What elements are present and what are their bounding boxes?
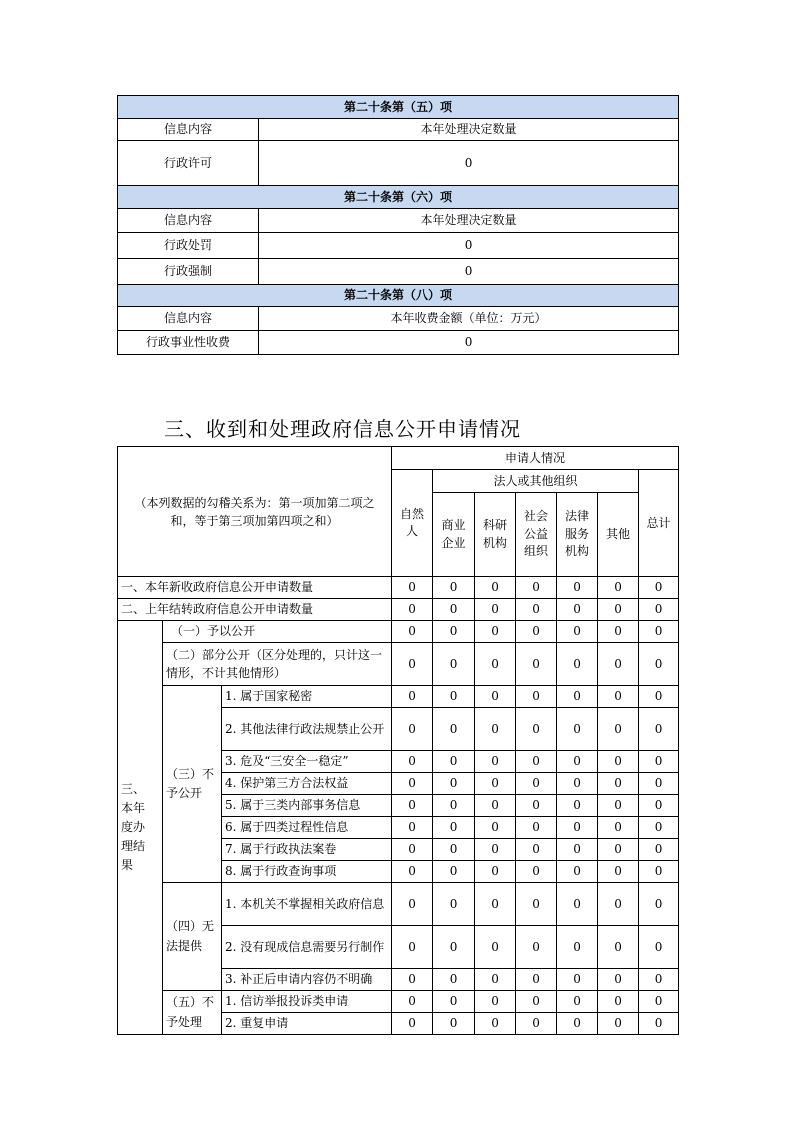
value-cell: 0: [433, 751, 475, 773]
table-row: [118, 621, 679, 643]
value-cell: 0: [557, 883, 598, 926]
value-cell: 0: [516, 577, 557, 599]
value-cell: 0: [639, 969, 679, 991]
value-cell: 0: [557, 686, 598, 708]
row-label: 1. 信访举报投诉类申请: [222, 991, 392, 1013]
col-legal-service-label: 法律服务机构: [565, 509, 590, 559]
value-cell: 0: [475, 773, 516, 795]
subgroup-label-text: （五）不予处理: [166, 995, 215, 1029]
value-cell: 0: [516, 991, 557, 1013]
value-cell: 0: [392, 643, 433, 686]
row-label: 行政事业性收费: [118, 331, 259, 355]
value-cell: 0: [598, 795, 639, 817]
value-cell: 0: [598, 991, 639, 1013]
value-cell: 0: [433, 773, 475, 795]
value-cell: 0: [557, 861, 598, 883]
col-social: [516, 493, 557, 577]
value-cell: 0: [516, 599, 557, 621]
value-cell: 0: [557, 599, 598, 621]
value-cell: 0: [598, 643, 639, 686]
value-cell: 0: [433, 861, 475, 883]
value-cell: 0: [392, 969, 433, 991]
section-header-6: 第二十条第（六）项: [118, 186, 679, 209]
value-cell: 0: [392, 817, 433, 839]
value-cell: 0: [475, 708, 516, 751]
table-row: [118, 599, 679, 621]
subgroup-label: [163, 883, 222, 991]
value-cell: 0: [475, 926, 516, 969]
value-cell: 0: [433, 969, 475, 991]
value-cell: 0: [557, 751, 598, 773]
value-cell: 0: [516, 621, 557, 643]
applicant-header: 申请人情况: [392, 447, 679, 470]
value-cell: 0: [475, 751, 516, 773]
value-cell: 0: [639, 926, 679, 969]
value-cell: 0: [433, 883, 475, 926]
column-header-count: 本年处理决定数量: [259, 209, 679, 233]
value-cell: 0: [516, 795, 557, 817]
value-cell: 0: [516, 839, 557, 861]
table-row: [118, 577, 679, 599]
value-cell: 0: [433, 926, 475, 969]
value-cell: 0: [475, 861, 516, 883]
col-total: 总计: [639, 470, 679, 577]
col-research-label: 科研机构: [483, 518, 508, 550]
table-row: [118, 883, 679, 926]
value-cell: 0: [598, 926, 639, 969]
value-cell: 0: [639, 708, 679, 751]
value-cell: 0: [433, 599, 475, 621]
row-label: 行政强制: [118, 259, 259, 285]
value-cell: 0: [639, 861, 679, 883]
value-cell: 0: [392, 883, 433, 926]
value-cell: 0: [433, 577, 475, 599]
value-cell: 0: [639, 839, 679, 861]
row-label: 2. 其他法律行政法规禁止公开: [222, 708, 392, 751]
value-cell: 0: [475, 686, 516, 708]
value-cell: 0: [475, 817, 516, 839]
row-label: 3. 危及“三安全一稳定”: [222, 751, 392, 773]
value-cell: 0: [639, 883, 679, 926]
value-cell: 0: [557, 926, 598, 969]
value-cell: 0: [516, 751, 557, 773]
column-header-info: 信息内容: [118, 209, 259, 233]
value-cell: 0: [598, 686, 639, 708]
column-header-amount: 本年收费金额（单位：万元）: [259, 307, 679, 331]
row-label: 6. 属于四类过程性信息: [222, 817, 392, 839]
col-natural-person-label: 自然人: [400, 506, 425, 538]
row-label: 1. 属于国家秘密: [222, 686, 392, 708]
col-social-label: 社会公益组织: [524, 509, 549, 559]
value-cell: 0: [557, 839, 598, 861]
value-cell: 0: [475, 839, 516, 861]
value-cell: 0: [516, 883, 557, 926]
value-cell: 0: [557, 969, 598, 991]
value-cell: 0: [475, 577, 516, 599]
value-cell: 0: [598, 708, 639, 751]
value-cell: 0: [475, 1013, 516, 1035]
value-cell: 0: [598, 751, 639, 773]
value-cell: 0: [598, 577, 639, 599]
value-cell: 0: [392, 1013, 433, 1035]
group-label-text: 三、本年度办理结果: [121, 781, 146, 873]
value-cell: 0: [392, 795, 433, 817]
value-cell: 0: [639, 621, 679, 643]
row-label: （二）部分公开（区分处理的，只计这一情形，不计其他情形）: [163, 643, 392, 686]
value-cell: 0: [516, 686, 557, 708]
value-cell: 0: [598, 621, 639, 643]
value-cell: 0: [598, 883, 639, 926]
value-cell: 0: [598, 599, 639, 621]
row-label: 5. 属于三类内部事务信息: [222, 795, 392, 817]
value-cell: 0: [516, 817, 557, 839]
value-cell: 0: [557, 991, 598, 1013]
value-cell: 0: [557, 773, 598, 795]
value-cell: 0: [392, 708, 433, 751]
row-label: 行政许可: [118, 141, 259, 186]
row-label: 2. 没有现成信息需要另行制作: [222, 926, 392, 969]
section-title: 三、收到和处理政府信息公开申请情况: [164, 417, 521, 441]
value-cell: 0: [475, 621, 516, 643]
value-cell: 0: [392, 686, 433, 708]
value-cell: 0: [392, 926, 433, 969]
table-row: [118, 686, 679, 708]
value-cell: 0: [433, 1013, 475, 1035]
value-cell: 0: [516, 861, 557, 883]
value-cell: 0: [516, 969, 557, 991]
value-cell: 0: [392, 991, 433, 1013]
col-business-label: 商业企业: [441, 518, 466, 550]
row-label: 3. 补正后申请内容仍不明确: [222, 969, 392, 991]
row-label: 7. 属于行政执法案卷: [222, 839, 392, 861]
value-cell: 0: [516, 1013, 557, 1035]
value-cell: 0: [392, 861, 433, 883]
value-cell: 0: [516, 708, 557, 751]
value-cell: 0: [433, 795, 475, 817]
row-label: 1. 本机关不掌握相关政府信息: [222, 883, 392, 926]
section-header-5: 第二十条第（五）项: [118, 96, 679, 119]
subgroup-label: [163, 686, 222, 883]
col-research: [475, 493, 516, 577]
value-cell: 0: [433, 643, 475, 686]
col-other: 其他: [598, 493, 639, 577]
column-header-count: 本年处理决定数量: [259, 119, 679, 141]
value-cell: 0: [598, 861, 639, 883]
table-row: [118, 643, 679, 686]
value-cell: 0: [639, 599, 679, 621]
row-label: 8. 属于行政查询事项: [222, 861, 392, 883]
value-cell: 0: [392, 773, 433, 795]
value-cell: 0: [433, 839, 475, 861]
subgroup-label: [163, 991, 222, 1035]
value-cell: 0: [392, 577, 433, 599]
column-header-info: 信息内容: [118, 307, 259, 331]
row-value: 0: [259, 259, 679, 285]
value-cell: 0: [598, 1013, 639, 1035]
value-cell: 0: [433, 621, 475, 643]
value-cell: 0: [557, 795, 598, 817]
value-cell: 0: [392, 621, 433, 643]
value-cell: 0: [392, 599, 433, 621]
value-cell: 0: [639, 773, 679, 795]
value-cell: 0: [433, 817, 475, 839]
value-cell: 0: [557, 621, 598, 643]
row-label: 2. 重复申请: [222, 1013, 392, 1035]
value-cell: 0: [598, 773, 639, 795]
col-legal-service: [557, 493, 598, 577]
row-value: 0: [259, 331, 679, 355]
value-cell: 0: [475, 643, 516, 686]
value-cell: 0: [475, 969, 516, 991]
value-cell: 0: [639, 1013, 679, 1035]
value-cell: 0: [475, 795, 516, 817]
decision-stats-table: [117, 95, 679, 355]
value-cell: 0: [516, 773, 557, 795]
value-cell: 0: [598, 817, 639, 839]
value-cell: 0: [475, 883, 516, 926]
value-cell: 0: [557, 577, 598, 599]
value-cell: 0: [639, 643, 679, 686]
subgroup-label-text: （四）无法提供: [166, 919, 215, 953]
value-cell: 0: [433, 686, 475, 708]
value-cell: 0: [392, 751, 433, 773]
subgroup-label-text: （三）不予公开: [166, 766, 215, 800]
value-cell: 0: [639, 577, 679, 599]
row-value: 0: [259, 233, 679, 259]
value-cell: 0: [639, 751, 679, 773]
value-cell: 0: [557, 817, 598, 839]
column-header-info: 信息内容: [118, 119, 259, 141]
row-label: 行政处罚: [118, 233, 259, 259]
value-cell: 0: [598, 839, 639, 861]
value-cell: 0: [392, 839, 433, 861]
value-cell: 0: [516, 643, 557, 686]
value-cell: 0: [639, 817, 679, 839]
note-text: （本列数据的勾稽关系为：第一项加第二项之和，等于第三项加第四项之和）: [134, 495, 375, 528]
value-cell: 0: [639, 795, 679, 817]
value-cell: 0: [557, 1013, 598, 1035]
row-value: 0: [259, 141, 679, 186]
value-cell: 0: [598, 969, 639, 991]
value-cell: 0: [639, 686, 679, 708]
value-cell: 0: [557, 643, 598, 686]
application-stats-table: [117, 446, 679, 1035]
value-cell: 0: [475, 599, 516, 621]
note-cell: [118, 447, 392, 577]
group-label: [118, 621, 163, 1035]
table-row: [118, 991, 679, 1013]
value-cell: 0: [516, 926, 557, 969]
value-cell: 0: [639, 991, 679, 1013]
legal-group-header: 法人或其他组织: [433, 470, 639, 493]
col-business: [433, 493, 475, 577]
row-label: 二、上年结转政府信息公开申请数量: [118, 599, 392, 621]
section-header-8: 第二十条第（八）项: [118, 285, 679, 307]
value-cell: 0: [433, 991, 475, 1013]
value-cell: 0: [433, 708, 475, 751]
row-label: 一、本年新收政府信息公开申请数量: [118, 577, 392, 599]
value-cell: 0: [475, 991, 516, 1013]
value-cell: 0: [557, 708, 598, 751]
row-label: （一）予以公开: [163, 621, 392, 643]
col-natural-person: [392, 470, 433, 577]
row-label: 4. 保护第三方合法权益: [222, 773, 392, 795]
